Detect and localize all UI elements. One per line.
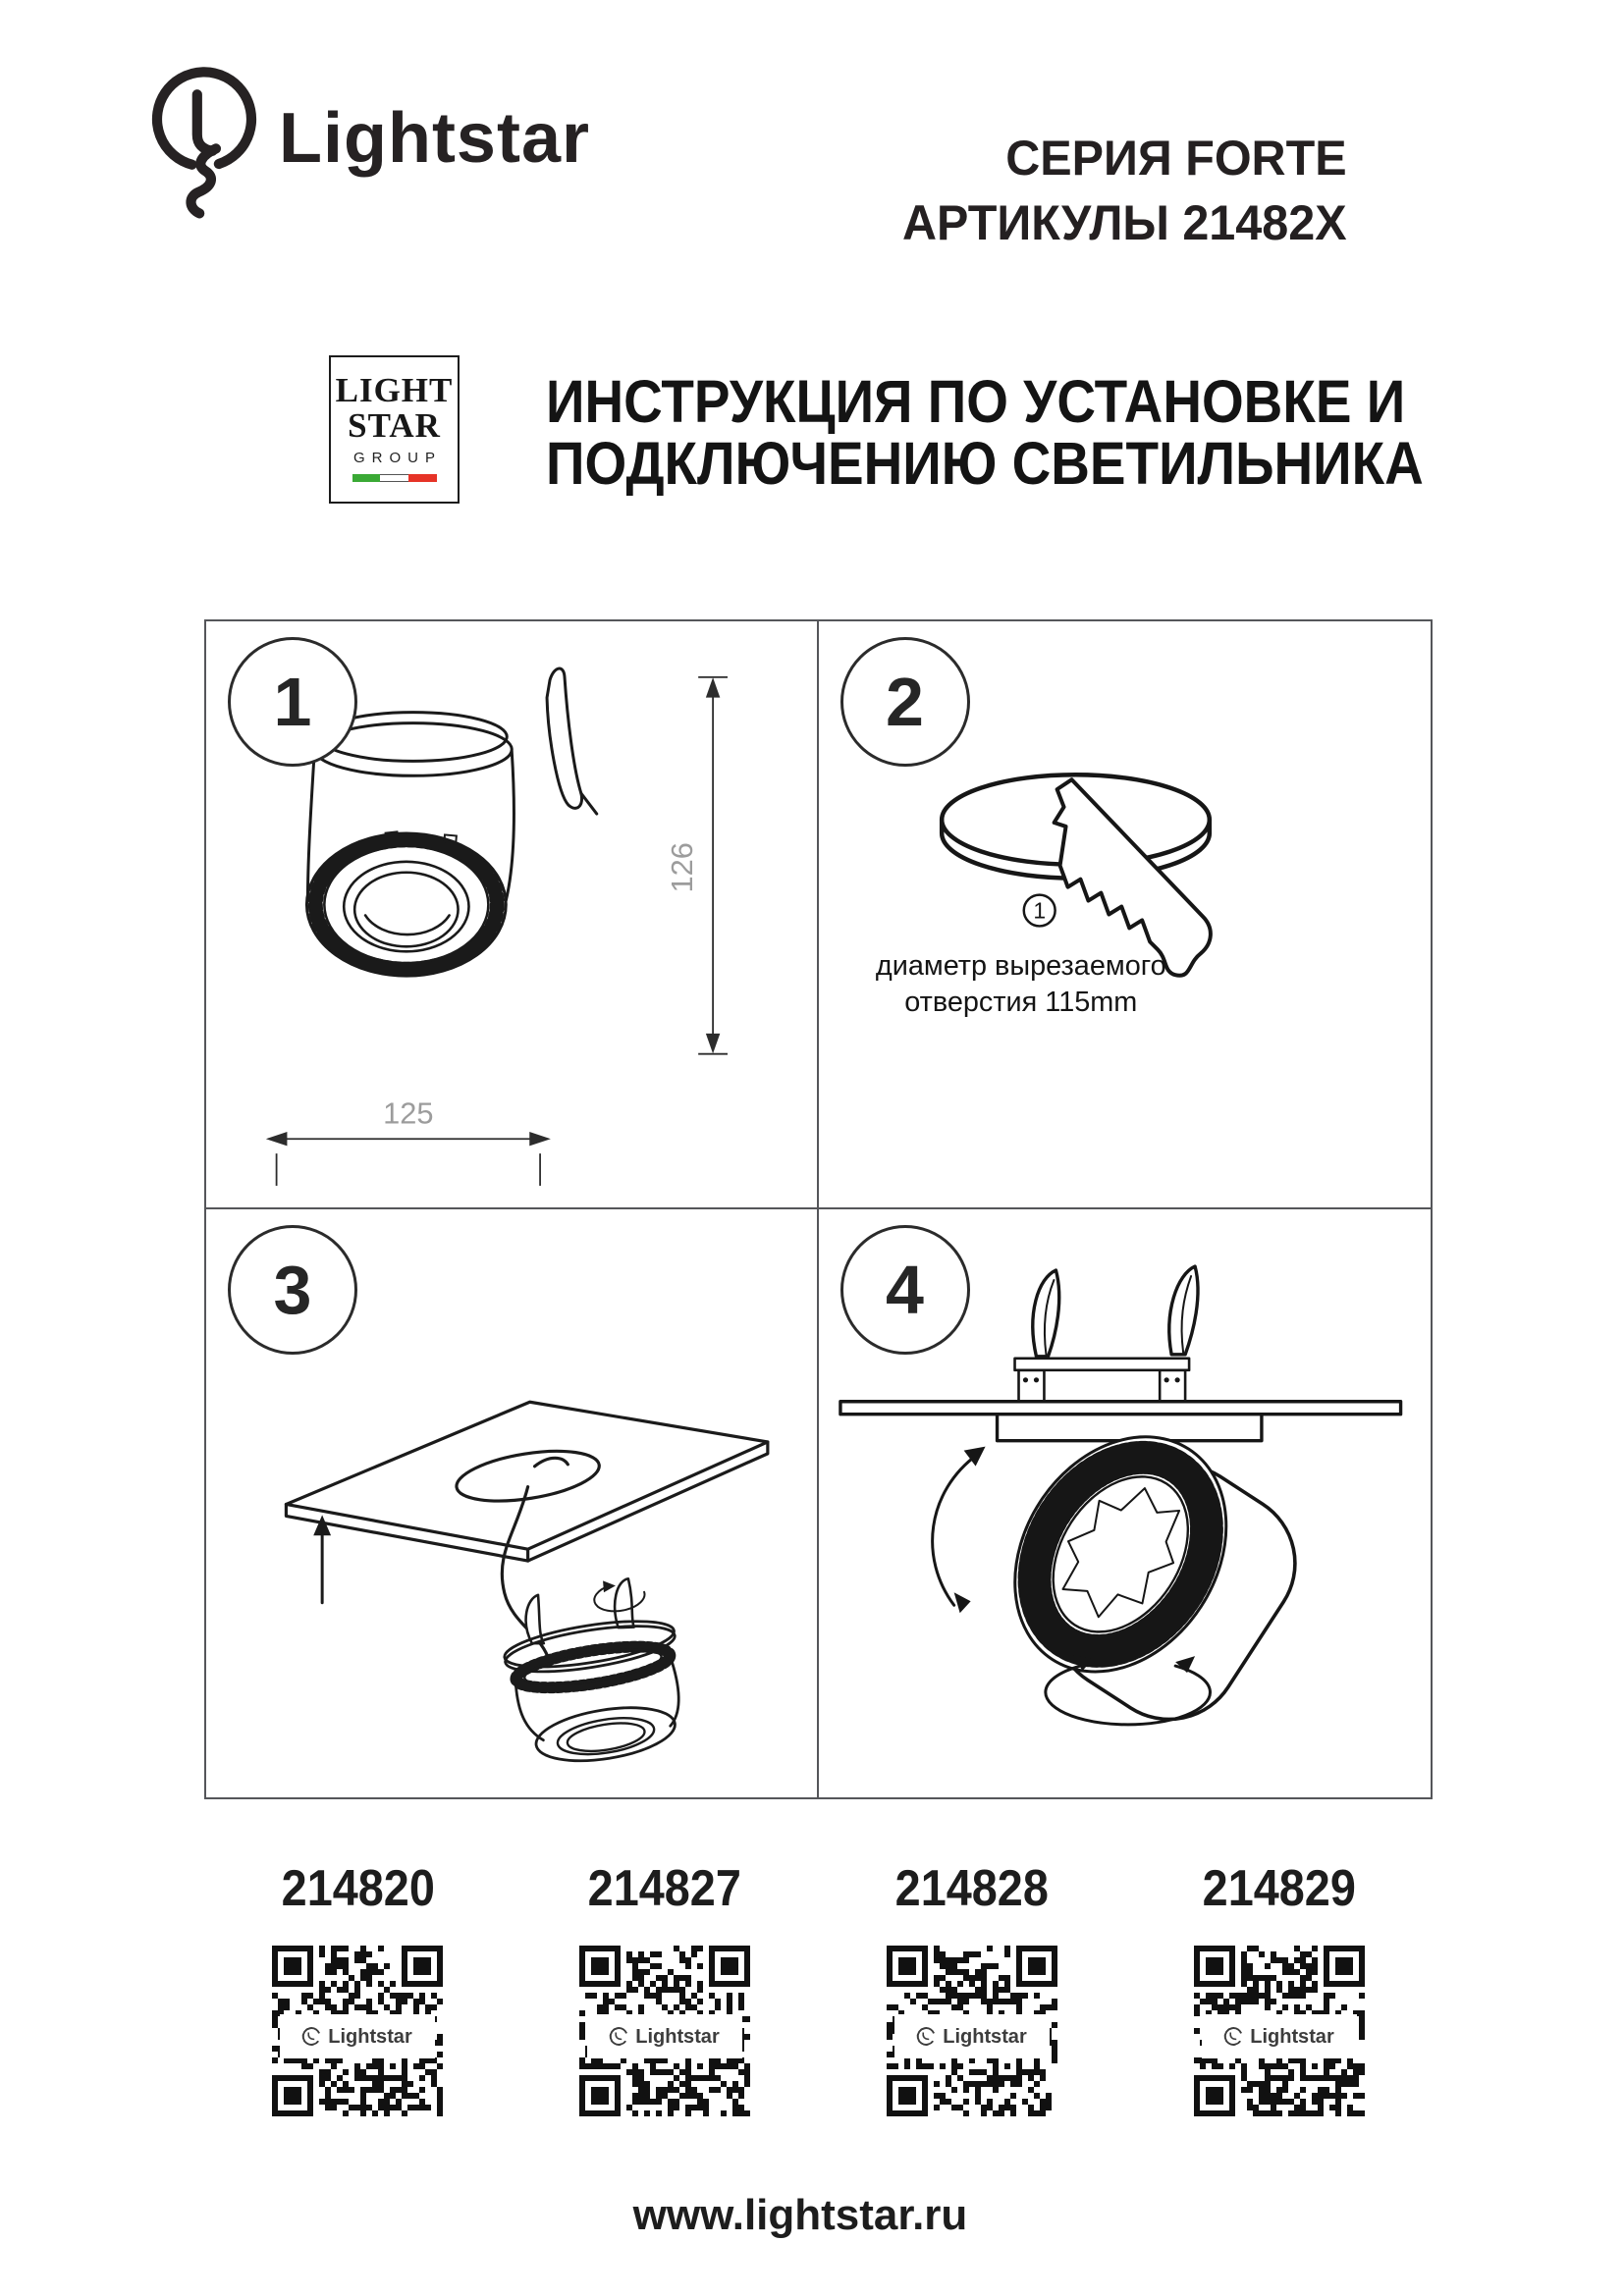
- product-code: 214828: [894, 1860, 1049, 1917]
- page-title: [546, 368, 1424, 497]
- qr-code: [579, 1946, 750, 2116]
- lightstar-group-logo: [329, 355, 460, 504]
- step-panel-1: [206, 621, 819, 1209]
- installation-steps-grid: [204, 619, 1433, 1799]
- dim-width-label: 125: [383, 1095, 434, 1131]
- group-logo-star: STAR: [348, 406, 441, 445]
- page-title-line2: ПОДКЛЮЧЕНИЮ СВЕТИЛЬНИКА: [546, 430, 1424, 497]
- product-column: [512, 1861, 819, 2116]
- group-logo-light: LIGHT: [335, 371, 454, 409]
- step-number-badge: 3: [228, 1225, 357, 1355]
- qr-code: [272, 1946, 443, 2116]
- cutout-caption-line1: диаметр вырезаемого: [875, 950, 1166, 983]
- qr-code: [1194, 1946, 1365, 2116]
- qr-code: [887, 1946, 1057, 2116]
- product-column: [819, 1861, 1126, 2116]
- step-panel-4: [819, 1209, 1432, 1797]
- product-code: 214820: [281, 1860, 435, 1917]
- brand-wordmark: Lightstar: [279, 99, 591, 178]
- step-number-badge: 1: [228, 637, 357, 767]
- step-number-badge: 2: [840, 637, 970, 767]
- series-title: СЕРИЯ FORTE: [1005, 131, 1347, 186]
- product-code: 214827: [588, 1860, 742, 1917]
- step-panel-2: [819, 621, 1432, 1209]
- website-url: www.lightstar.ru: [632, 2191, 968, 2239]
- svg-text:1: 1: [1032, 897, 1046, 924]
- lightstar-bulb-logo-icon: [145, 51, 263, 230]
- step-number-badge: 4: [840, 1225, 970, 1355]
- product-codes-row: [204, 1861, 1433, 2116]
- product-column: [1125, 1861, 1433, 2116]
- italian-flag-stripe: [352, 474, 437, 482]
- dim-height-label: 126: [665, 842, 700, 893]
- step-panel-3: [206, 1209, 819, 1797]
- product-column: [204, 1861, 512, 2116]
- callout-1-badge: [1023, 895, 1055, 927]
- product-code: 214829: [1202, 1860, 1356, 1917]
- cutout-caption-line2: отверстия 115mm: [903, 987, 1137, 1019]
- page-title-line1: ИНСТРУКЦИЯ ПО УСТАНОВКЕ И: [546, 368, 1406, 435]
- header-product-block: [889, 132, 1347, 249]
- articles-title: АРТИКУЛЫ 21482X: [902, 195, 1347, 250]
- group-logo-group: GROUP: [352, 450, 442, 466]
